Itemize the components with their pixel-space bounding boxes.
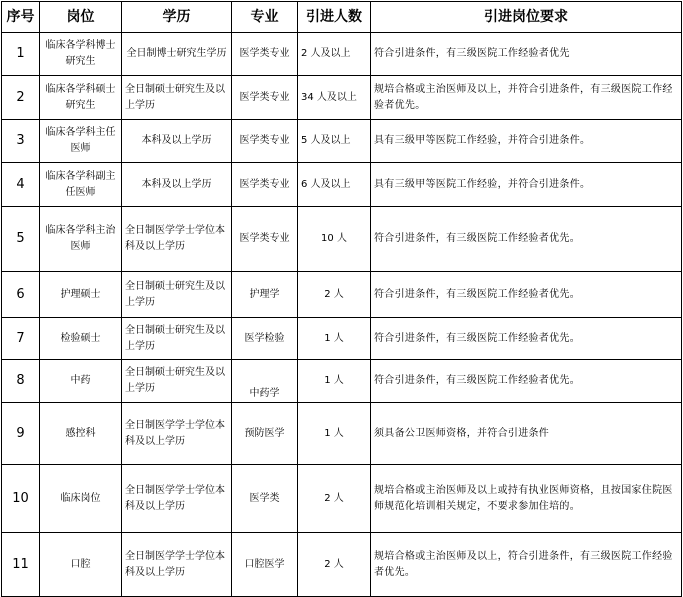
row-requirement: 具有三级甲等医院工作经验，并符合引进条件。 [371,120,682,163]
row-count: 34 人及以上 [298,76,371,120]
row-education: 全日制硕士研究生及以上学历 [122,272,232,318]
table-row [2,76,682,120]
row-no: 7 [2,318,40,360]
row-education: 本科及以上学历 [122,120,232,163]
row-post: 护理硕士 [40,272,122,318]
row-count: 2 人 [298,465,371,533]
row-no: 5 [2,207,40,272]
row-no: 4 [2,163,40,207]
row-education: 全日制硕士研究生及以上学历 [122,76,232,120]
header-major: 专业 [232,2,298,33]
row-major: 医学类专业 [232,120,298,163]
row-no: 3 [2,120,40,163]
row-count: 1 人 [298,403,371,465]
row-education: 全日制博士研究生学历 [122,33,232,76]
table-row [2,207,682,272]
row-post: 感控科 [40,403,122,465]
row-requirement: 须具备公卫医师资格，并符合引进条件 [371,403,682,465]
header-count: 引进人数 [298,2,371,33]
table-row [2,120,682,163]
row-requirement: 符合引进条件，有三级医院工作经验者优先。 [371,207,682,272]
row-requirement: 具有三级甲等医院工作经验，并符合引进条件。 [371,163,682,207]
row-no: 8 [2,360,40,403]
row-requirement: 符合引进条件，有三级医院工作经验者优先 [371,33,682,76]
row-requirement: 符合引进条件，有三级医院工作经验者优先。 [371,272,682,318]
row-major: 医学检验 [232,318,298,360]
row-post: 检验硕士 [40,318,122,360]
table-row [2,318,682,360]
table-row [2,403,682,465]
row-post: 口腔 [40,533,122,597]
row-post: 临床各学科硕士研究生 [40,76,122,120]
row-no: 11 [2,533,40,597]
row-requirement: 符合引进条件，有三级医院工作经验者优先。 [371,360,682,403]
row-major: 医学类 [232,465,298,533]
row-requirement: 规培合格或主治医师及以上或持有执业医师资格，且按国家住院医师规范化培训相关规定，不要求参加住培的。 [371,465,682,533]
row-count: 2 人 [298,533,371,597]
table-row [2,272,682,318]
row-major: 护理学 [232,272,298,318]
row-count: 1 人 [298,318,371,360]
header-requirement: 引进岗位要求 [371,2,682,33]
row-education: 全日制医学学士学位本科及以上学历 [122,533,232,597]
row-education: 全日制硕士研究生及以上学历 [122,360,232,403]
row-major: 中药学 [232,360,298,403]
row-education: 全日制医学学士学位本科及以上学历 [122,207,232,272]
row-post: 临床各学科主任医师 [40,120,122,163]
row-post: 中药 [40,360,122,403]
table-row [2,163,682,207]
table-header-row [2,2,682,33]
row-count: 2 人 [298,272,371,318]
header-education: 学历 [122,2,232,33]
header-no: 序号 [2,2,40,33]
table-row [2,33,682,76]
table-row [2,465,682,533]
row-major: 医学类专业 [232,207,298,272]
row-education: 本科及以上学历 [122,163,232,207]
row-education: 全日制医学学士学位本科及以上学历 [122,465,232,533]
row-post: 临床各学科副主任医师 [40,163,122,207]
row-major: 预防医学 [232,403,298,465]
recruitment-table [1,1,682,597]
row-no: 6 [2,272,40,318]
row-no: 2 [2,76,40,120]
row-post: 临床岗位 [40,465,122,533]
table-row [2,533,682,597]
row-requirement: 规培合格或主治医师及以上，符合引进条件，有三级医院工作经验者优先。 [371,533,682,597]
row-post: 临床各学科博士研究生 [40,33,122,76]
row-major: 医学类专业 [232,163,298,207]
header-post: 岗位 [40,2,122,33]
row-education: 全日制医学学士学位本科及以上学历 [122,403,232,465]
row-post: 临床各学科主治医师 [40,207,122,272]
row-education: 全日制硕士研究生及以上学历 [122,318,232,360]
row-major: 口腔医学 [232,533,298,597]
table-row [2,360,682,403]
row-major: 医学类专业 [232,33,298,76]
row-major: 医学类专业 [232,76,298,120]
row-count: 5 人及以上 [298,120,371,163]
row-requirement: 符合引进条件，有三级医院工作经验者优先。 [371,318,682,360]
row-no: 10 [2,465,40,533]
row-requirement: 规培合格或主治医师及以上，并符合引进条件，有三级医院工作经验者优先。 [371,76,682,120]
row-count: 10 人 [298,207,371,272]
row-count: 6 人及以上 [298,163,371,207]
row-count: 1 人 [298,360,371,403]
row-no: 1 [2,33,40,76]
row-no: 9 [2,403,40,465]
row-count: 2 人及以上 [298,33,371,76]
